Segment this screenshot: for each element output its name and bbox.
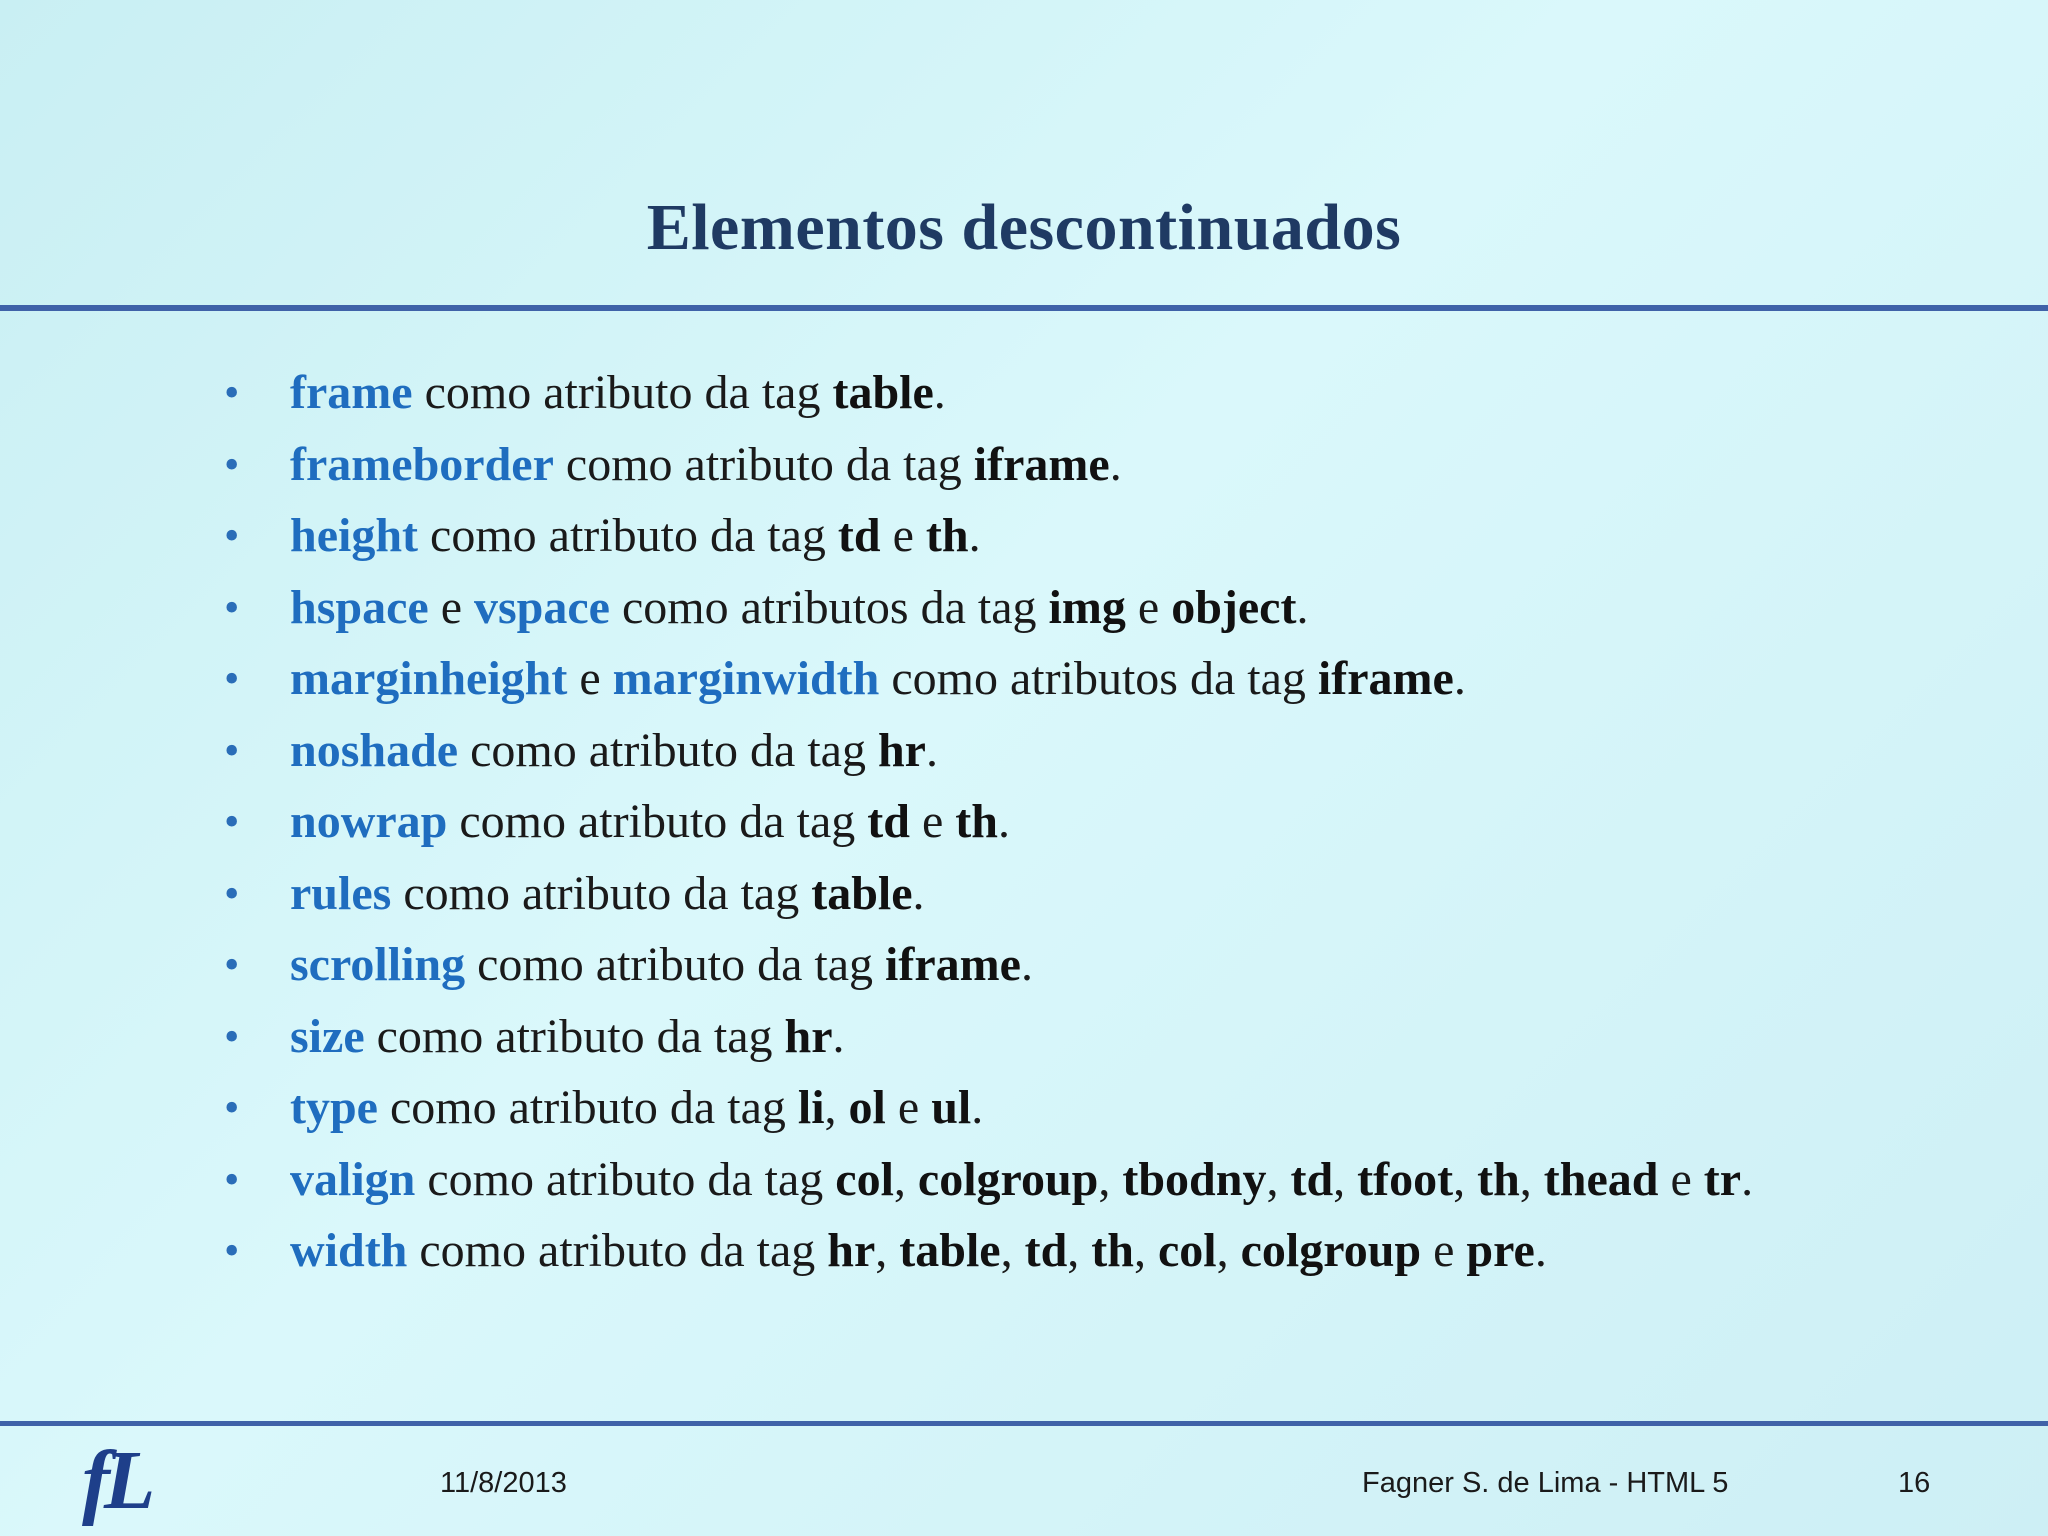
tag-name: tr <box>1703 1152 1742 1206</box>
tag-name: ul <box>931 1081 972 1134</box>
bullet-text: como atributo da tag <box>407 1224 828 1277</box>
bullet-text: . <box>1741 1152 1754 1206</box>
bullet-text: . <box>1020 938 1033 991</box>
bullet-text: . <box>832 1009 845 1063</box>
bullet-item <box>290 650 1930 707</box>
tag-name: th <box>955 795 998 848</box>
tag-name: li <box>797 1081 825 1134</box>
bullet-item <box>290 1151 1930 1208</box>
bullet-text: , <box>1133 1224 1158 1277</box>
tag-name: col <box>1157 1224 1217 1277</box>
bullet-text: , <box>1216 1224 1241 1277</box>
footer-author: Fagner S. de Lima - HTML 5 <box>1362 1467 1729 1499</box>
attribute-name: width <box>290 1224 408 1277</box>
tag-name: iframe <box>1317 652 1454 705</box>
tag-name: object <box>1171 580 1297 634</box>
bullet-text: como atributos da tag <box>879 652 1318 705</box>
bullet-text: . <box>971 1081 984 1134</box>
tag-name: img <box>1048 580 1126 634</box>
bullet-text: , <box>1098 1152 1123 1206</box>
footer-divider <box>0 1421 2048 1426</box>
tag-name: td <box>867 795 910 848</box>
bullet-item <box>290 1222 1930 1279</box>
tag-name: tbodny <box>1122 1152 1267 1206</box>
bullet-text: como atributo da tag <box>364 1009 785 1063</box>
attribute-name: scrolling <box>290 938 466 991</box>
bullet-text: como atributo da tag <box>447 795 868 848</box>
tag-name: td <box>1024 1224 1068 1277</box>
attribute-name: size <box>290 1009 365 1063</box>
bullet-item <box>290 436 1930 493</box>
bullet-text: e <box>1125 580 1172 634</box>
attribute-name: marginwidth <box>612 652 880 705</box>
tag-name: table <box>811 866 913 920</box>
bullet-text: , <box>824 1081 849 1134</box>
bullet-text: , <box>1453 1152 1478 1206</box>
bullet-text: como atributo da tag <box>465 938 886 991</box>
bullet-item <box>290 364 1930 421</box>
bullet-text: . <box>933 366 946 419</box>
bullet-text: . <box>1453 652 1466 705</box>
tag-name: th <box>1091 1224 1134 1277</box>
tag-name: tfoot <box>1357 1152 1454 1206</box>
bullet-text: como atributo da tag <box>553 437 974 491</box>
tag-name: hr <box>877 723 926 777</box>
bullet-text: . <box>1296 580 1309 634</box>
tag-name: table <box>832 366 934 419</box>
tag-name: th <box>925 509 969 562</box>
bullet-text: e <box>1421 1224 1467 1277</box>
tag-name: iframe <box>973 437 1110 491</box>
footer-date: 11/8/2013 <box>440 1467 567 1499</box>
bullet-text: como atributo da tag <box>415 1152 836 1206</box>
attribute-name: vspace <box>474 580 610 634</box>
attribute-name: rules <box>290 866 392 920</box>
tag-name: col <box>835 1152 894 1206</box>
attribute-name: hspace <box>290 580 429 634</box>
attribute-name: height <box>290 509 419 562</box>
attribute-name: type <box>290 1081 378 1134</box>
bullet-text: , <box>1067 1224 1092 1277</box>
bullet-item <box>290 793 1930 850</box>
tag-name: iframe <box>885 938 1021 991</box>
bullet-item <box>290 507 1930 564</box>
page-number: 16 <box>1898 1467 1931 1499</box>
tag-name: pre <box>1466 1224 1535 1277</box>
bullet-text: e <box>428 580 474 634</box>
tag-name: ol <box>848 1081 886 1134</box>
title-divider <box>0 305 2048 311</box>
bullet-item <box>290 1008 1930 1065</box>
attribute-name: frame <box>290 366 413 419</box>
tag-name: td <box>837 509 881 562</box>
attribute-name: valign <box>290 1152 416 1206</box>
bullet-text: como atributo da tag <box>418 509 838 562</box>
tag-name: th <box>1477 1152 1520 1206</box>
bullet-list <box>290 364 1930 1294</box>
bullet-text: , <box>1266 1152 1291 1206</box>
bullet-text: como atributo da tag <box>391 866 812 920</box>
attribute-name: marginheight <box>290 652 568 705</box>
bullet-item <box>290 1079 1930 1136</box>
bullet-text: e <box>885 1081 932 1134</box>
attribute-name: frameborder <box>290 437 554 491</box>
bullet-text: e <box>880 509 926 562</box>
bullet-text: , <box>893 1152 918 1206</box>
slide-title: Elementos descontinuados <box>646 191 1402 264</box>
bullet-text: como atributo da tag <box>458 723 878 777</box>
bullet-text: como atributo da tag <box>412 366 833 419</box>
tag-name: table <box>899 1224 1001 1277</box>
bullet-item <box>290 936 1930 993</box>
tag-name: td <box>1290 1152 1334 1206</box>
bullet-text: e <box>567 652 613 705</box>
bullet-text: . <box>912 866 925 920</box>
bullet-text: e <box>1658 1152 1704 1206</box>
bullet-text: e <box>909 795 956 848</box>
bullet-text: , <box>1519 1152 1544 1206</box>
tag-name: thead <box>1543 1152 1659 1206</box>
bullet-item <box>290 722 1930 779</box>
bullet-text: . <box>997 795 1010 848</box>
bullet-text: , <box>875 1224 900 1277</box>
attribute-name: noshade <box>290 723 459 777</box>
tag-name: colgroup <box>917 1152 1099 1206</box>
bullet-text: . <box>925 723 938 777</box>
bullet-text: . <box>1534 1224 1547 1277</box>
bullet-text: , <box>1333 1152 1358 1206</box>
bullet-text: , <box>1000 1224 1025 1277</box>
bullet-item <box>290 579 1930 636</box>
bullet-text: como atributo da tag <box>377 1081 798 1134</box>
attribute-name: nowrap <box>290 795 448 848</box>
tag-name: hr <box>784 1009 833 1063</box>
tag-name: hr <box>827 1224 876 1277</box>
bullet-text: como atributos da tag <box>609 580 1049 634</box>
bullet-text: . <box>1109 437 1122 491</box>
bullet-text: . <box>968 509 981 562</box>
tag-name: colgroup <box>1240 1224 1422 1277</box>
author-logo: fL <box>82 1434 150 1527</box>
bullet-item <box>290 865 1930 922</box>
